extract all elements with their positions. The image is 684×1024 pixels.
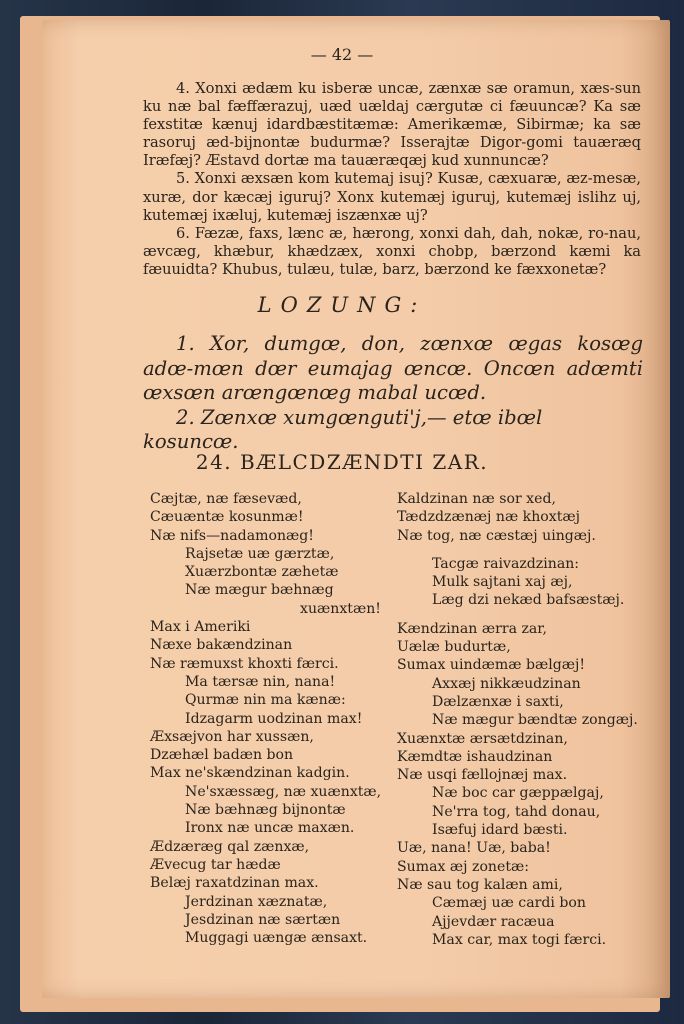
poem-left-column	[150, 490, 390, 947]
poem-line: Næ mægur bændtæ zongæj.	[432, 712, 638, 729]
poem-line: Ne'rra tog, tahd donau,	[432, 803, 601, 820]
poem-line: Xuænxtæ ærsætdzinan,	[397, 730, 568, 747]
poem-line: Kændzinan ærra zar,	[397, 620, 547, 637]
poem-line: Qurmæ nin ma kænæ:	[185, 692, 346, 709]
poem-line: Sumax æj zonetæ:	[397, 858, 530, 875]
poem-line: Næ nifs—nadamonæg!	[150, 527, 314, 544]
poem-line: Kaldzinan næ sor xed,	[397, 491, 556, 507]
poem-line: Sumax uindæmæ bælgæj!	[397, 657, 586, 674]
lozung-heading: LOZUNG:	[257, 293, 427, 317]
poem-line: Næ boc car gæppælgaj,	[432, 785, 604, 802]
poem-line: Cæmæj uæ cardi bon	[432, 895, 586, 912]
poem-line: Kæmdtæ ishaudzinan	[397, 748, 553, 765]
poem-line: Axxæj nikkæudzinan	[432, 675, 581, 692]
poem-line: Ævecug tar hædæ	[150, 856, 281, 873]
poem-line: Mulk sajtani xaj æj,	[432, 574, 573, 591]
poem-line: Næ usqi fællojnæj max.	[397, 767, 568, 784]
poem-line: Dælzænxæ i saxti,	[432, 693, 564, 710]
page-number: — 42 —	[310, 45, 374, 64]
poem-line: Næ sau tog kalæn ami,	[397, 876, 563, 893]
poem-line: Max car, max togi færci.	[432, 931, 607, 948]
poem-line: Næ tog, næ cæstæj uingæj.	[397, 527, 596, 544]
poem-line: Ne'sxæssæg, næ xuænxtæ,	[185, 783, 382, 800]
poem-line: Uælæ budurtæ,	[397, 639, 511, 656]
poem-right-column	[397, 490, 655, 949]
poem-line: Jesdzinan næ særtæn	[185, 911, 341, 928]
paragraph-4: 4. Xonxi ædæm ku isberæ uncæ, zænxæ sæ oramun, xæs-sun ku næ bal fæffærazuj, uæd uældaj cærgutæ ci fæuuncæ? Ka sæ fexstitæ kænuj idardbæstitæmæ: Amerikæmæ, Sibirmæ; ka sæ rasoruj æd-bijnontæ budurmæ? Isserajtæ Digor-gomi tauæræq Iræfæj? Æstavd dortæ ma tauæræqæj kud xunnuncæ?	[143, 80, 641, 170]
poem-line: Ajjevdær racæua	[432, 913, 555, 930]
poem-line: Ironx næ uncæ maxæn.	[185, 820, 355, 837]
poem-line: Muggagi uængæ ænsaxt.	[185, 930, 368, 947]
poem-line: xuænxtæn!	[300, 600, 381, 617]
poem-title: 24. BÆLCDZÆNDTI ZAR.	[195, 450, 489, 474]
poem-line: Cæuæntæ kosunmæ!	[150, 509, 304, 526]
poem-line: Rajsetæ uæ gærztæ,	[185, 545, 335, 562]
poem-line: Uæ, nana! Uæ, baba!	[397, 840, 551, 857]
poem-line: Belæj raxatdzinan max.	[150, 875, 319, 892]
poem-line: Læg dzi nekæd bafsæstæj.	[432, 592, 625, 609]
paragraph-6: 6. Fæzæ, faxs, lænc æ, hærong, xonxi dah, dah, nokæ, ro-nau, ævcæg, khæbur, khædzæx, xonxi chobp, bærzond kæmi ka fæuuidta? Khubus, tulæu, tulæ, barz, bærzond ke fæxxonetæ?	[143, 224, 641, 278]
poem-line: Ædzæræg qal zænxæ,	[150, 838, 310, 855]
poem-line: Idzagarm uodzinan max!	[185, 710, 363, 727]
poem-line: Dzæhæl badæn bon	[150, 747, 294, 764]
paragraph-5: 5. Xonxi æxsæn kom kutemaj isuj? Kusæ, cæxuaræ, æz-mesæ, xuræ, dor kæcæj iguruj? Xonx kutemæj iguruj, kutemæj islihz uj, kutemæj ixæluj, kutemæj iszænxæ uj?	[143, 170, 641, 224]
poem-line: Max i Ameriki	[150, 619, 251, 636]
poem-line: Max ne'skændzinan kadgin.	[150, 765, 350, 782]
lozung-item-2: 2. Zœnxœ xumgœnguti'j,— etœ ibœl kosuncœ.	[143, 405, 543, 453]
exercise-text	[143, 80, 641, 279]
poem-line: Xuærzbontæ zæhetæ	[185, 564, 339, 581]
poem-line: Jerdzinan xæznatæ,	[185, 893, 328, 910]
poem-line: Tacgæ raivazdzinan:	[432, 555, 580, 572]
poem-line: Tædzdzænæj næ khoxtæj	[397, 509, 581, 526]
poem-line: Cæjtæ, næ fæsevæd,	[150, 491, 302, 507]
poem-line: Næ bæhnæg bijnontæ	[185, 802, 346, 819]
poem-line: Isæfuj idard bæsti.	[432, 822, 568, 839]
poem-line: Næ ræmuxst khoxti færci.	[150, 655, 339, 672]
poem-line: Æxsæjvon har xussæn,	[150, 728, 314, 745]
poem-line: Ma tærsæ nin, nana!	[185, 673, 336, 690]
poem-line: Næ mægur bæhnæg	[185, 582, 334, 599]
poem-line: Næxe bakændzinan	[150, 637, 293, 654]
lozung-item-1: 1. Xor, dumgœ, don, zœnxœ œgas kosœg adœ-mœn dœr eumajag œncœ. Oncœn adœmti œxsœn arœngœnœg mabal ucœd.	[143, 332, 643, 404]
lozung-block	[143, 332, 643, 455]
